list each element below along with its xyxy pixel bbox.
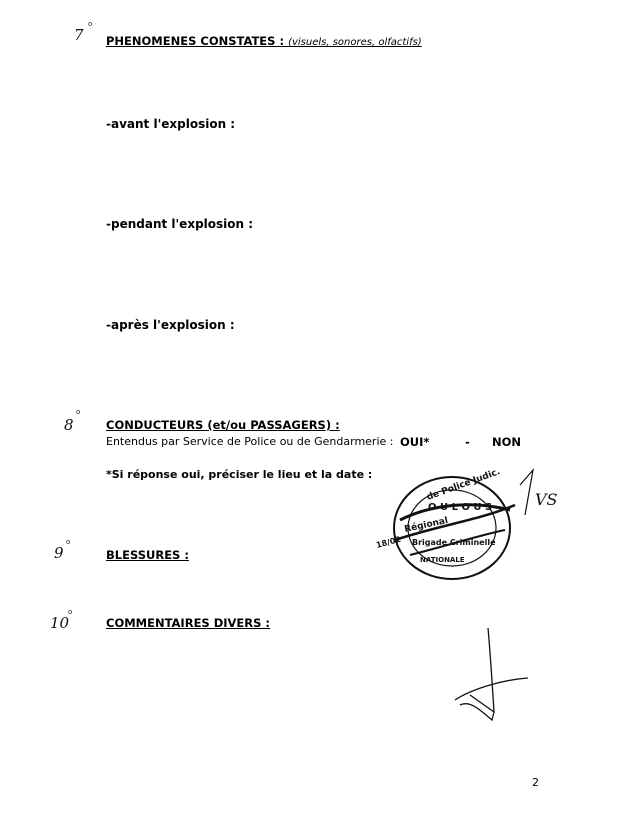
avant-explosion-label: -avant l'explosion : [106, 117, 236, 131]
apres-explosion-label: -après l'explosion : [106, 318, 235, 332]
signature [455, 628, 528, 720]
svg-text:18/02: 18/02 [375, 534, 402, 550]
initials-handwriting: VS [535, 490, 558, 509]
phenomenes-heading: PHENOMENES CONSTATES : [106, 34, 285, 48]
handwritten-mark: o [76, 408, 81, 416]
handwritten-mark: o [88, 20, 93, 28]
svg-text:O U L O U S: O U L O U S [428, 502, 493, 513]
svg-text:NATIONALE: NATIONALE [420, 556, 465, 564]
blessures-heading: BLESSURES : [106, 548, 189, 562]
conducteurs-heading: CONDUCTEURS (et/ou PASSAGERS) : [106, 418, 340, 432]
option-separator: - [465, 435, 470, 449]
non-option: NON [492, 435, 522, 449]
page-number: 2 [532, 776, 539, 789]
entendus-question: Entendus par Service de Police ou de Gendarmerie : [106, 435, 394, 448]
handwritten-number-8: 8 [64, 416, 74, 434]
handwritten-mark: o [66, 538, 71, 546]
handwritten-number-10: 10 [50, 614, 70, 632]
handwritten-mark: o [68, 608, 73, 616]
svg-text:de Police Judic.: de Police Judic. [425, 467, 502, 503]
official-stamp [375, 467, 557, 579]
handwritten-number-9: 9 [54, 544, 64, 562]
pendant-explosion-label: -pendant l'explosion : [106, 217, 254, 231]
commentaires-heading: COMMENTAIRES DIVERS : [106, 616, 271, 630]
footnote-lieu-date: *Si réponse oui, préciser le lieu et la date : [106, 468, 373, 481]
oui-option: OUI* [400, 435, 430, 449]
phenomenes-note: (visuels, sonores, olfactifs) [288, 37, 422, 48]
svg-text:Régional: Régional [403, 515, 449, 535]
svg-text:Brigade Criminelle: Brigade Criminelle [412, 538, 496, 547]
handwritten-number-7: 7 [74, 26, 84, 44]
